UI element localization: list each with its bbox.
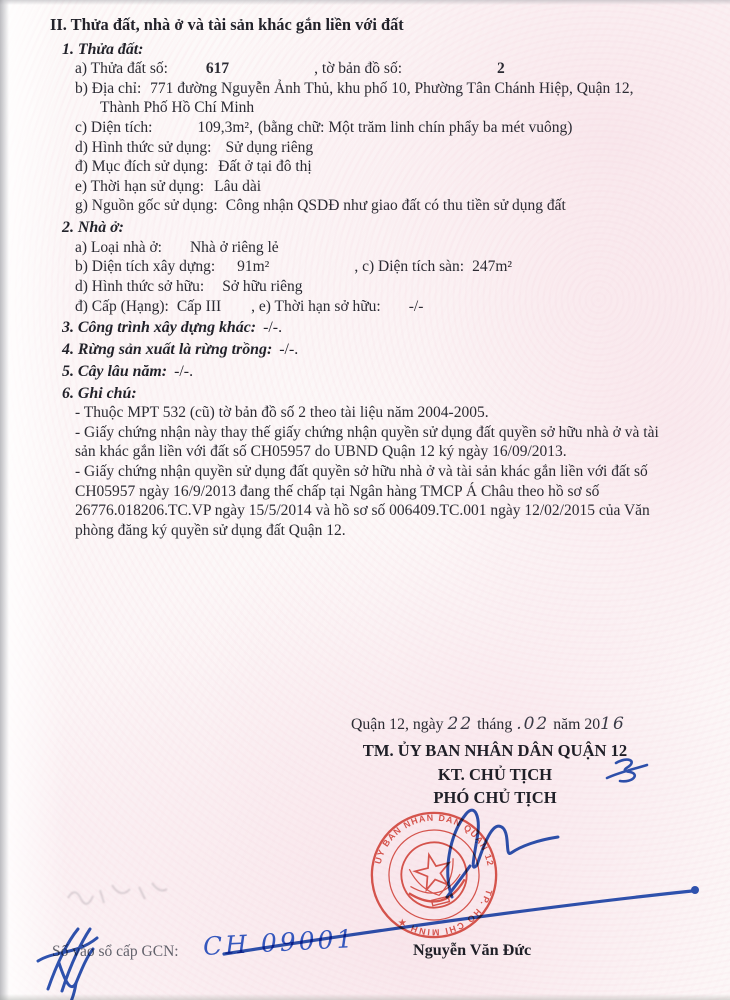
scan-edge-bottom [0,994,730,1000]
date-line [345,714,645,734]
house-type-value: Nhà ở riêng lẻ [189,238,279,256]
perennial-trees-label: 5. Cây lâu năm: [62,362,168,380]
handwritten-register-number: CH 09001 [202,924,357,961]
other-constructions-label: 3. Công trình xây dựng khác: [62,319,257,337]
use-term-value: Lâu dài [214,177,262,195]
field-address [75,79,675,118]
field-build-area [75,257,675,277]
note-item: - Thuộc MPT 532 (cũ) tờ bản đồ số 2 theo tài liệu năm 2004-2005. [75,404,489,422]
house-section-heading: 2. Nhà ở: [62,219,124,237]
bleed-through-marks [68,883,167,904]
use-purpose-value: Đất ở tại đô thị [218,158,312,176]
field-grade [75,297,675,317]
paraph-initials [38,929,97,1000]
ownership-value: Sở hữu riêng [222,277,303,295]
floor-area-label: , c) Diện tích sàn: [354,258,465,276]
section-ii-title: II. Thửa đất, nhà ở và tài sản khác gắn liền với đất [50,15,404,34]
land-section-heading: 1. Thửa đất: [62,40,144,58]
signature-block [345,714,645,810]
note-item: - Giấy chứng nhận quyền sử dụng đất quyền sở hữu nhà ở và tài sản khác gắn liền với đất số CH05957 ngày 16/9/2013 đang thế chấp tại Ngân hàng TMCP Á Châu theo hồ sơ số 26776.018206.TC.VP ngày 15/5/2014 và hồ sơ số 006409.TC.001 ngày 12/02/2015 của Văn phòng đăng ký quyền sử dụng đất Quận 12. [75,463,650,539]
on-behalf-line: KT. CHỦ TỊCH [437,764,553,784]
other-constructions-value: -/-. [263,319,283,337]
note-item: - Giấy chứng nhận này thay thế giấy chứng nhận quyền sử dụng đất quyền sở hữu nhà ở và tài sản khác gắn liền với đất số CH05957 do UBND Quận 12 ký ngày 16/09/2013. [75,423,659,461]
plot-number-value: 617 [205,60,230,78]
ownership-label: d) Hình thức sở hữu: [75,277,205,295]
handwritten-month: .02 [516,714,550,734]
ownership-term-value: -/- [408,297,424,315]
ownership-term-label: , e) Thời hạn sở hữu: [251,297,381,315]
signer-name: Nguyễn Văn Đức [413,941,532,959]
other-constructions-heading [62,318,675,338]
certificate-body [50,15,675,540]
field-use-term [75,177,675,197]
field-plot-number [75,59,675,79]
grade-label: đ) Cấp (Hạng): [75,297,169,315]
production-forest-heading [62,340,675,360]
area-label: c) Diện tích: [75,118,153,136]
use-origin-label: g) Nguồn gốc sử dụng: [75,197,218,215]
use-form-value: Sử dụng riêng [225,138,314,156]
perennial-trees-heading [62,362,675,382]
notes-heading: 6. Ghi chú: [62,384,137,402]
field-use-form [75,138,675,158]
year-word: năm 20 [553,716,601,733]
perennial-trees-value: -/-. [174,362,194,380]
use-term-label: e) Thời hạn sử dụng: [75,177,205,195]
register-number-label: Số vào sổ cấp GCN: [52,943,179,960]
official-seal-stamp-icon [354,795,514,955]
area-value: 109,3m², [197,118,253,136]
scan-edge-top [0,0,730,5]
field-house-type [75,238,675,258]
house-type-label: a) Loại nhà ở: [75,238,162,256]
plot-number-label: a) Thửa đất số: [75,60,168,78]
use-purpose-label: đ) Mục đích sử dụng: [75,158,209,176]
signer-title-line: PHÓ CHỦ TỊCH [433,788,557,807]
authority-line: TM. ỦY BAN NHÂN DÂN QUẬN 12 [362,741,628,760]
grade-value: Cấp III [176,297,222,315]
stamp-ring-text-bottom: TP. HỒ CHÍ MINH ★ [394,888,495,938]
map-sheet-label: , tờ bản đồ số: [314,60,403,78]
stamp-ring-text-top: ỦY BAN NHÂN DÂN QUẬN 12 [372,812,496,868]
handwritten-year: 16 [600,714,626,734]
pen-stroke-end-dot [691,886,699,894]
handwritten-day: 22 [447,714,474,734]
scan-edge-left [0,0,9,1000]
floor-area-value: 247m² [472,258,513,276]
field-ownership [75,277,675,297]
national-emblem-icon [394,835,473,914]
use-origin-value: Công nhận QSDĐ như giao đất có thu tiền sử dụng đất [225,197,566,215]
field-use-origin [75,196,675,216]
address-label: b) Địa chỉ: [75,79,142,97]
use-form-label: d) Hình thức sử dụng: [75,138,212,156]
production-forest-value: -/-. [279,341,299,359]
field-area [75,118,675,138]
production-forest-label: 4. Rừng sản xuất là rừng trồng: [62,341,273,359]
area-in-words: (bằng chữ: Một trăm linh chín phẩy ba mét vuông) [257,118,573,136]
month-word: tháng [477,716,513,733]
build-area-value: 91m² [237,258,270,276]
date-prefix: Quận 12, ngày [351,716,444,733]
map-sheet-value: 2 [497,60,505,78]
build-area-label: b) Diện tích xây dựng: [75,258,216,276]
address-value: 771 đường Nguyễn Ảnh Thủ, khu phố 10, Phường Tân Chánh Hiệp, Quận 12, Thành Phố Hồ Chí Minh [100,79,634,117]
field-use-purpose [75,157,675,177]
